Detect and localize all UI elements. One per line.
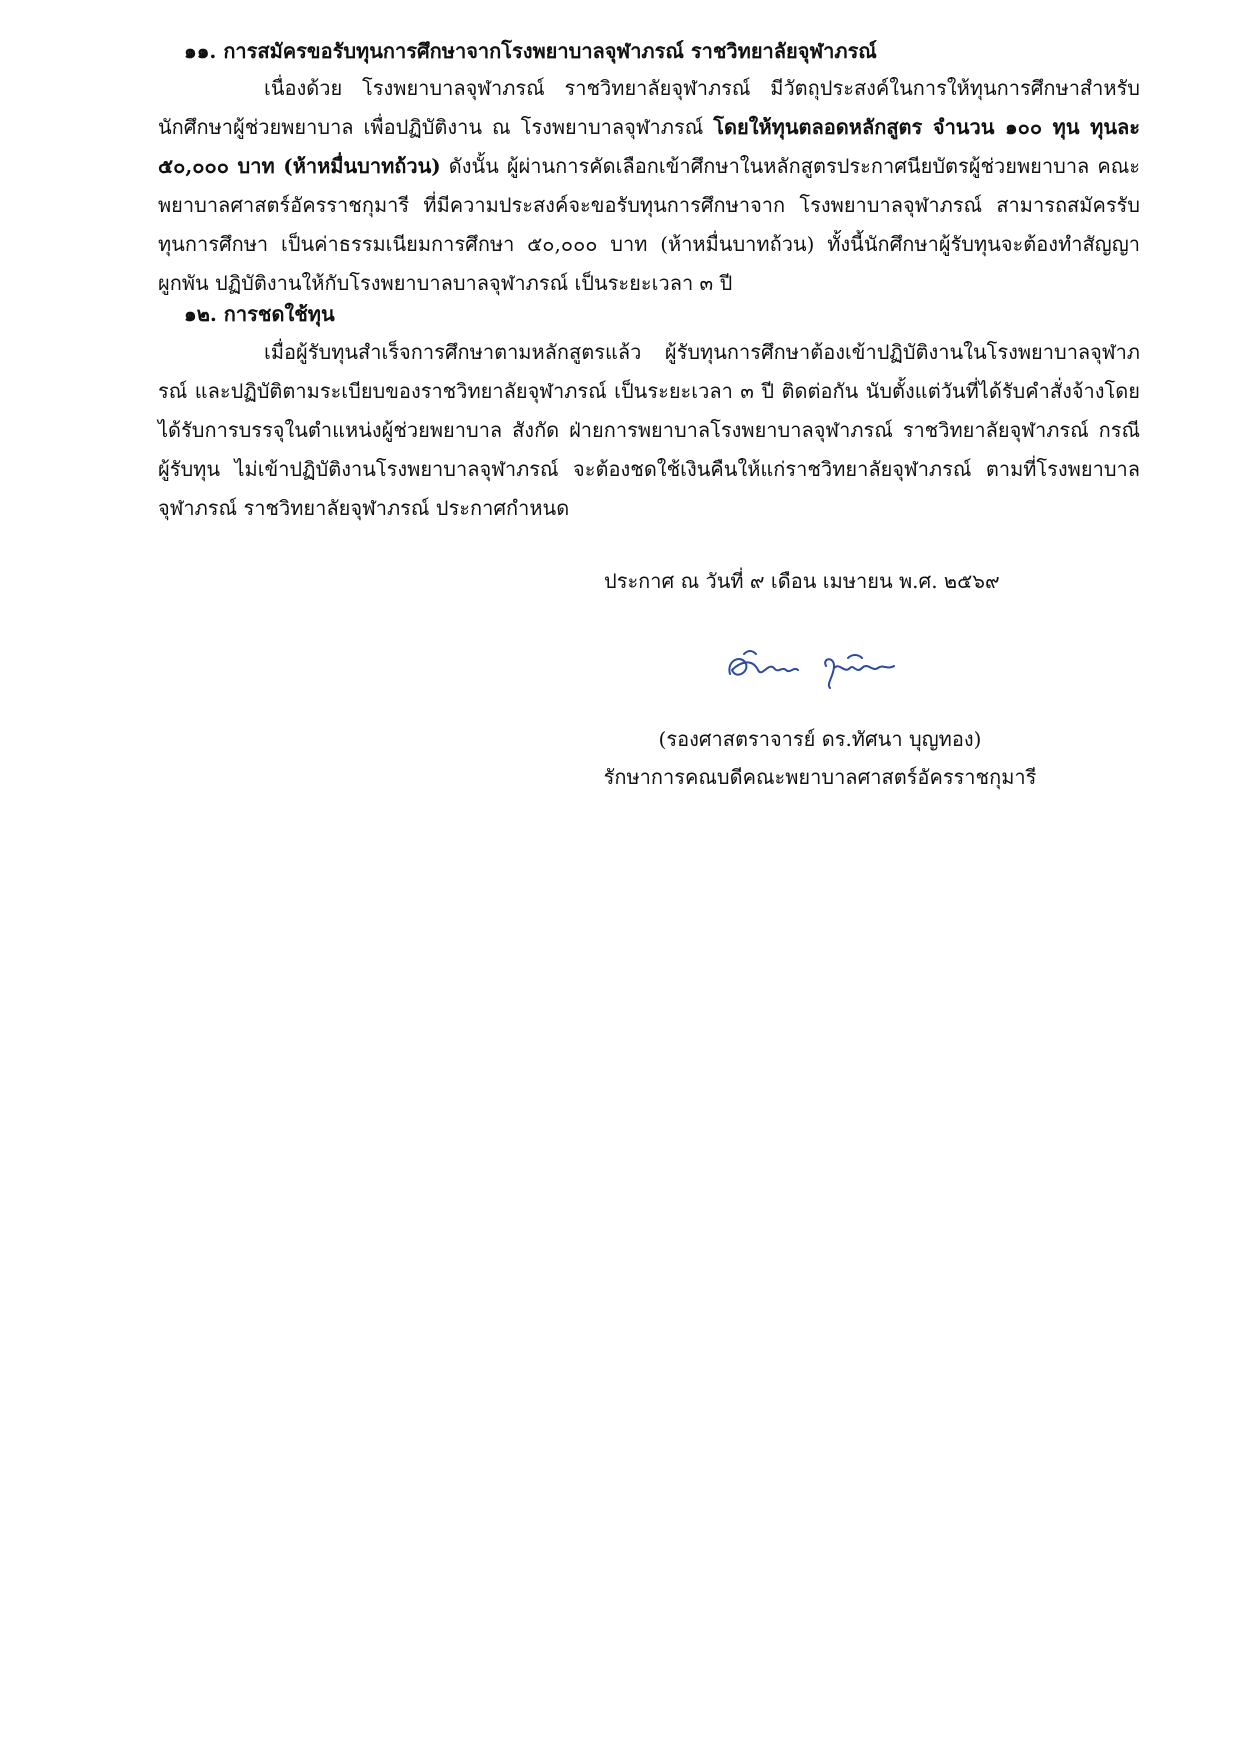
section-11-paragraph [158, 69, 1140, 303]
section-12-heading: ๑๒. การชดใช้ทุน [184, 302, 335, 326]
section-11-text-intro: เนื่องด้วย โรงพยาบาลจุฬาภรณ์ ราชวิทยาลัยจุฬาภรณ์ มีวัตถุประสงค์ในการให้ทุนการศึกษาสำหรับนักศึกษาผู้ช่วยพยาบาล เพื่อปฏิบัติงาน ณ โรงพยาบาลจุฬาภรณ์ [158, 76, 1140, 139]
section-12-text: เมื่อผู้รับทุนสำเร็จการศึกษาตามหลักสูตรแล้ว ผู้รับทุนการศึกษาต้องเข้าปฏิบัติงานในโรงพยาบาลจุฬาภรณ์ และปฏิบัติตามระเบียบของราชวิทยาลัยจุฬาภรณ์ เป็นระยะเวลา ๓ ปี ติดต่อกัน นับตั้งแต่วันที่ได้รับคำสั่งจ้างโดยได้รับการบรรจุในตำแหน่งผู้ช่วยพยาบาล สังกัด ฝ่ายการพยาบาลโรงพยาบาลจุฬาภรณ์ ราชวิทยาลัยจุฬาภรณ์ กรณีผู้รับทุน ไม่เข้าปฏิบัติงานโรงพยาบาลจุฬาภรณ์ จะต้องชดใช้เงินคืนให้แก่ราชวิทยาลัยจุฬาภรณ์ ตามที่โรงพยาบาลจุฬาภรณ์ ราชวิทยาลัยจุฬาภรณ์ ประกาศกำหนด [158, 340, 1140, 520]
section-11-text-scholarship-amount: โดยให้ทุนตลอดหลักสูตร จำนวน ๑๐๐ ทุน ทุนละ ๕๐,๐๐๐ บาท (ห้าหมื่นบาทถ้วน) [158, 115, 1140, 178]
signer-name: (รองศาสตราจารย์ ดร.ทัศนา บุญทอง) [658, 727, 982, 751]
signer-title: รักษาการคณบดีคณะพยาบาลศาสตร์อัครราชกุมารี [603, 765, 1037, 789]
section-12-paragraph [158, 333, 1140, 528]
section-11-heading: ๑๑. การสมัครขอรับทุนการศึกษาจากโรงพยาบาลจุฬาภรณ์ ราชวิทยาลัยจุฬาภรณ์ [184, 39, 877, 63]
announcement-date: ประกาศ ณ วันที่ ๙ เดือน เมษายน พ.ศ. ๒๕๖๙ [604, 569, 1000, 593]
section-11-text-conditions: ดังนั้น ผู้ผ่านการคัดเลือกเข้าศึกษาในหลักสูตรประกาศนียบัตรผู้ช่วยพยาบาล คณะพยาบาลศาสตร์อัครราชกุมารี ที่มีความประสงค์จะขอรับทุนการศึกษาจาก โรงพยาบาลจุฬาภรณ์ สามารถสมัครรับทุนการศึกษา เป็นค่าธรรมเนียมการศึกษา ๕๐,๐๐๐ บาท (ห้าหมื่นบาทถ้วน) ทั้งนี้นักศึกษาผู้รับทุนจะต้องทำสัญญาผูกพัน ปฏิบัติงานให้กับโรงพยาบาลบาลจุฬาภรณ์ เป็นระยะเวลา ๓ ปี [158, 154, 1140, 295]
handwritten-signature [722, 640, 912, 694]
